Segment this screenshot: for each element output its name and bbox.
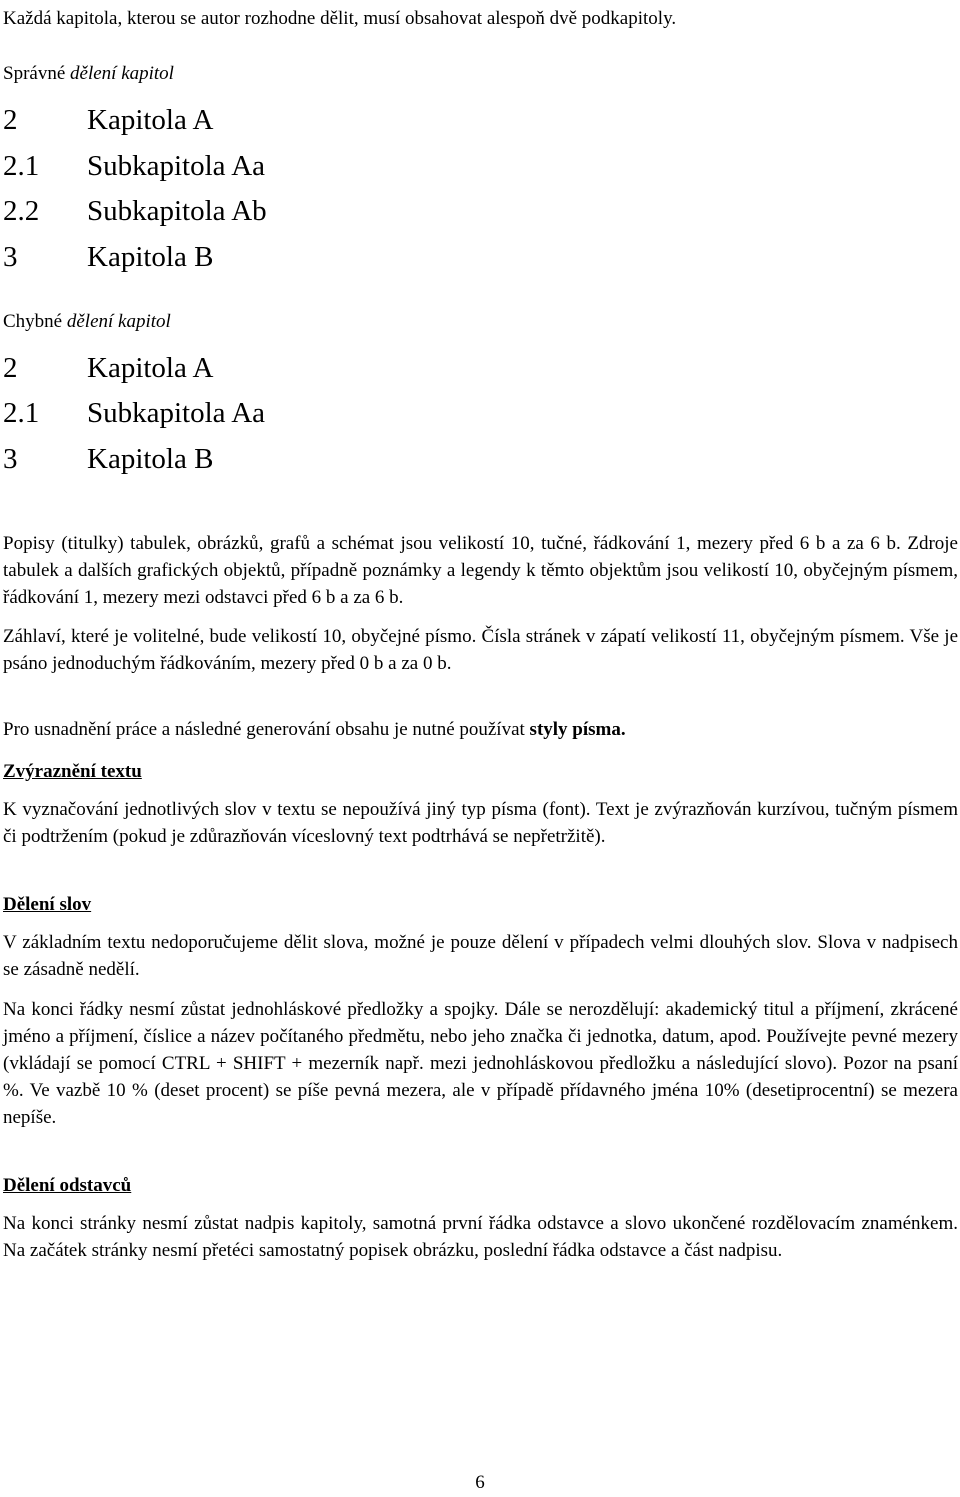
correct-division-label: Správné dělení kapitol — [3, 63, 174, 84]
correct-heading-1: 2 Kapitola A — [3, 104, 214, 136]
wrong-heading-2: 2.1 Subkapitola Aa — [3, 397, 266, 429]
word-division-paragraph: V základním textu nedoporučujeme dělit slova, možné je pouze dělení v případech velmi dlouhých slov. Slova v nadpisech se zásadně nedělí. — [3, 932, 958, 980]
captions-paragraph: Popisy (titulky) tabulek, obrázků, grafů a schémat jsou velikostí 10, tučné, řádkování 1, mezery před 6 b a za 6 b. Zdroje tabulek a dalších grafických objektů, případně poznámky a legendy k těmto objektům jsou velikostí 10, obyčejným písmem, řádkování 1, mezery mezi odstavci před 6 b a za 6 b. — [3, 533, 958, 608]
intro-paragraph: Každá kapitola, kterou se autor rozhodne dělit, musí obsahovat alespoň dvě podkapitoly. — [3, 8, 677, 29]
correct-heading-3: 2.2 Subkapitola Ab — [3, 195, 267, 227]
styles-paragraph: Pro usnadnění práce a následné generování obsahu je nutné používat styly písma. — [3, 719, 626, 740]
correct-heading-4: 3 Kapitola B — [3, 241, 214, 273]
page-number: 6 — [475, 1472, 485, 1493]
section-heading-emphasis: Zvýraznění textu — [3, 761, 142, 782]
wrong-division-label: Chybné dělení kapitol — [3, 311, 171, 332]
correct-heading-2: 2.1 Subkapitola Aa — [3, 150, 266, 182]
section-heading-paragraph-division: Dělení odstavců — [3, 1175, 132, 1196]
paragraph-division-paragraph: Na konci stránky nesmí zůstat nadpis kapitoly, samotná první řádka odstavce a slovo ukončené rozdělovacím znaménkem. Na začátek stránky nesmí přetéci samostatný popisek obrázku, poslední řádka odstavce a část nadpisu. — [3, 1213, 958, 1261]
emphasis-paragraph: K vyznačování jednotlivých slov v textu se nepoužívá jiný typ písma (font). Text je zvýrazňován kurzívou, tučným písmem či podtržením (pokud je zdůrazňován víceslovný text podtrhává se nepřetržitě). — [3, 799, 958, 847]
header-paragraph: Záhlaví, které je volitelné, bude velikostí 10, obyčejné písmo. Čísla stránek v zápatí velikostí 11, obyčejným písmem. Vše je psáno jednoduchým řádkováním, mezery před 0 b a za 0 b. — [3, 626, 958, 674]
word-division-paragraph-2: Na konci řádky nesmí zůstat jednohláskové předložky a spojky. Dále se nerozdělují: akademický titul a příjmení, zkrácené jméno a příjmení, číslice a název počítaného předmětu, nebo jeho značka či jednotka, datum, apod. Používejte pevné mezery (vkládají se pomocí CTRL + SHIFT + mezerník např. mezi jednohláskovou předložku a následující slovo). Pozor na psaní %. Ve vazbě 10 % (deset procent) se píše pevná mezera, ale v případě přídavného jména 10% (desetiprocentní) se mezera nepíše. — [3, 999, 958, 1128]
wrong-heading-3: 3 Kapitola B — [3, 443, 214, 475]
wrong-heading-1: 2 Kapitola A — [3, 352, 214, 384]
section-heading-word-division: Dělení slov — [3, 894, 92, 915]
